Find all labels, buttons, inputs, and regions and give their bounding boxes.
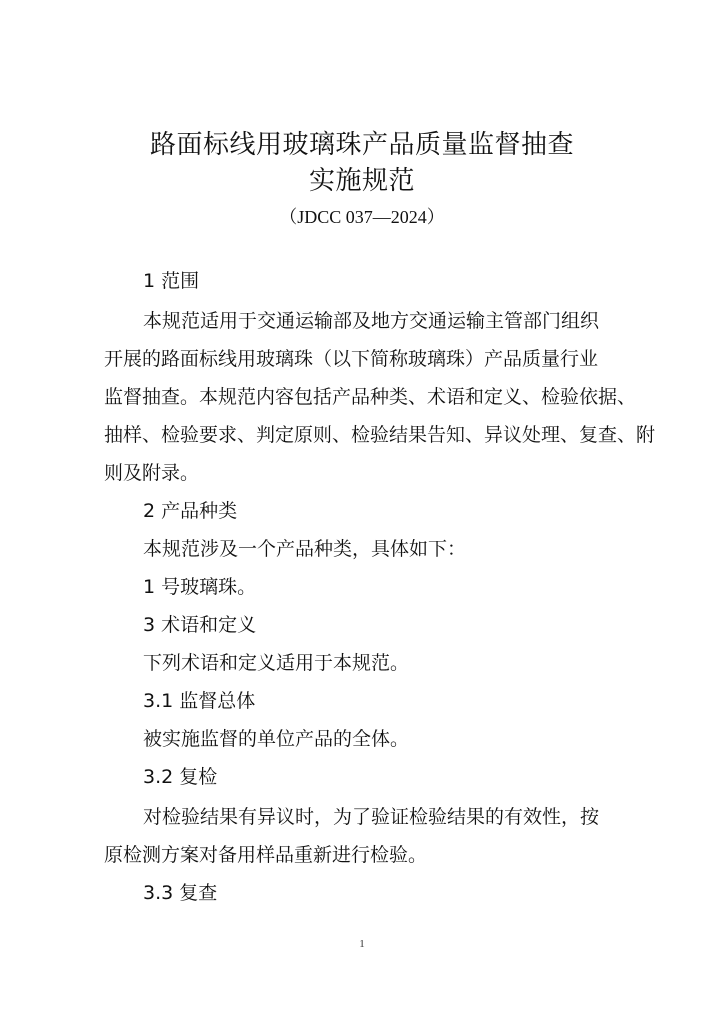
paragraph-line: 本规范涉及一个产品种类，具体如下：: [143, 538, 467, 560]
paragraph-line: 开展的路面标线用玻璃珠（以下简称玻璃珠）产品质量行业: [104, 348, 599, 370]
section-heading-product-types: 2 产品种类: [143, 500, 238, 522]
paragraph-line: 1 号玻璃珠。: [143, 576, 257, 598]
paragraph-line: 监督抽查。本规范内容包括产品种类、术语和定义、检验依据、: [104, 386, 637, 408]
paragraph-line: 则及附录。: [104, 462, 200, 484]
document-code: （JDCC 037—2024）: [279, 207, 445, 227]
paragraph-line: 下列术语和定义适用于本规范。: [143, 652, 410, 674]
subsection-heading-3-1: 3.1 监督总体: [143, 690, 256, 712]
subsection-heading-3-2: 3.2 复检: [143, 766, 218, 788]
section-heading-terms: 3 术语和定义: [143, 614, 257, 636]
subsection-heading-3-3: 3.3 复查: [143, 882, 218, 904]
paragraph-line: 本规范适用于交通运输部及地方交通运输主管部门组织: [143, 310, 600, 332]
page-number: 1: [359, 938, 365, 950]
paragraph-line: 对检验结果有异议时，为了验证检验结果的有效性，按: [143, 806, 600, 828]
paragraph-line: 抽样、检验要求、判定原则、检验结果告知、异议处理、复查、附: [104, 424, 656, 446]
paragraph-line: 原检测方案对备用样品重新进行检验。: [104, 844, 428, 866]
document-title-line2: 实施规范: [308, 166, 415, 196]
paragraph-line: 被实施监督的单位产品的全体。: [143, 728, 410, 750]
document-title-line1: 路面标线用玻璃珠产品质量监督抽查: [149, 130, 574, 160]
section-heading-scope: 1 范围: [143, 270, 200, 292]
